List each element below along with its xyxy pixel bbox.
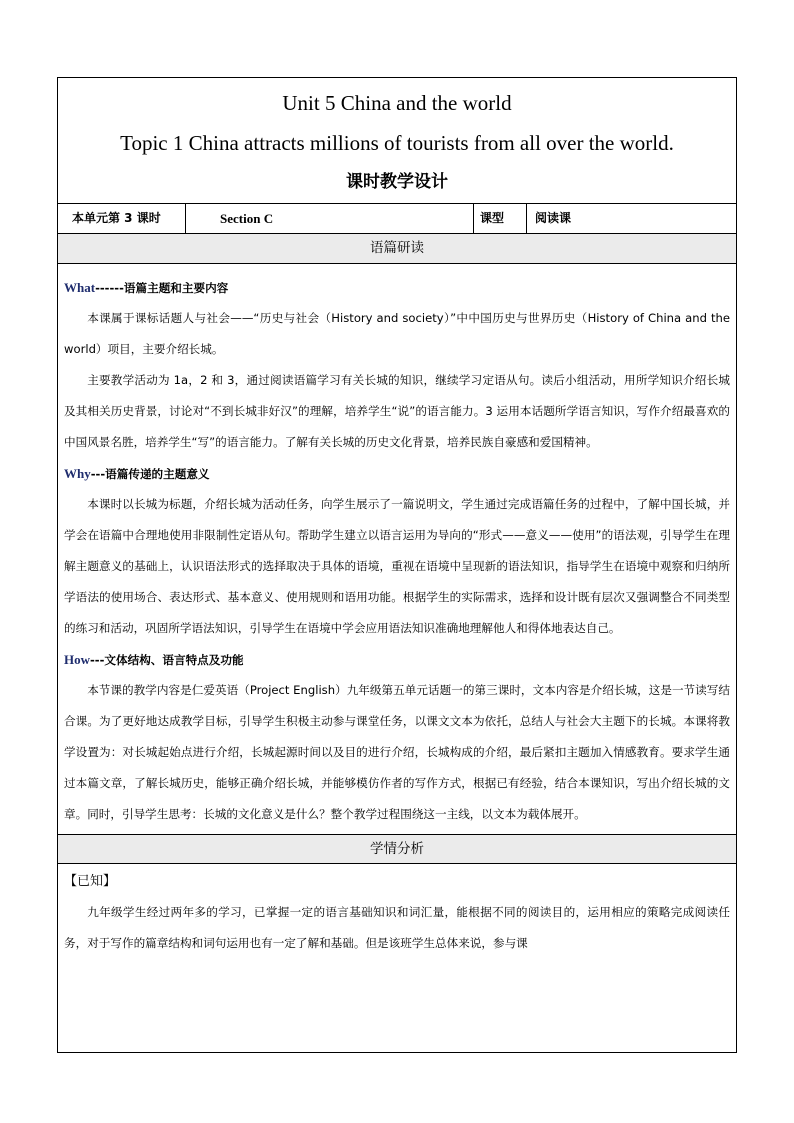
lesson-type-value: 阅读课 (535, 211, 572, 225)
how-label-rest: ---文体结构、语言特点及功能 (90, 653, 244, 667)
what-label: What (64, 280, 96, 295)
design-title: 课时教学设计 (346, 172, 448, 192)
lesson-plan-table (57, 77, 737, 1053)
topic-title: Topic 1 China attracts millions of tourists from all over the world. (120, 131, 674, 155)
why-paragraph-1: 本课时以长城为标题，介绍长城为活动任务，向学生展示了一篇说明文，学生通过完成语篇任务的过程中，了解中国长城，并学会在语篇中合理地使用非限制性定语从句。帮助学生建立以语言运用为导向的“形式——意义——使用”的语法观，引导学生在理解主题意义的基础上，认识语法形式的选择取决于具体的语境，重视在语境中呈现新的语法知识，指导学生在语境中观察和归纳所学语法的使用场合、表达形式、基本意义、使用规则和语用功能。根据学生的实际需求，选择和设计既有层次又强调整合不同类型的练习和活动，巩固所学语法知识，引导学生在语境中学会应用语法知识准确地理解他人和得体地表达自己。 (64, 497, 730, 635)
what-paragraph-1: 本课属于课标话题人与社会——“历史与社会（History and society）”中中国历史与世界历史（History of China and the world）项目，主要介绍长城。 (64, 311, 730, 356)
what-label-rest: ------语篇主题和主要内容 (95, 281, 229, 295)
known-label: 【已知】 (64, 874, 117, 889)
what-subheading (64, 272, 730, 303)
how-subheading (64, 644, 730, 675)
lesson-info-row (58, 204, 736, 234)
learner-analysis-content (58, 864, 736, 959)
learner-analysis-heading: 学情分析 (58, 834, 736, 864)
text-study-content (58, 264, 736, 830)
why-label: Why (64, 466, 91, 481)
how-label: How (64, 652, 90, 667)
why-subheading (64, 458, 730, 489)
lesson-number-cell: 本单元第 3 课时 (58, 204, 186, 233)
what-paragraph-2: 主要教学活动为 1a，2 和 3，通过阅读语篇学习有关长城的知识，继续学习定语从句。读后小组活动，用所学知识介绍长城及其相关历史背景，讨论对“不到长城非好汉”的理解，培养学生“说”的语言能力。3 运用本话题所学语言知识，写作介绍最喜欢的中国风景名胜，培养学生“写”的语言能力。了解有关长城的历史文化背景，培养民族自豪感和爱国精神。 (64, 373, 730, 449)
known-paragraph-1: 九年级学生经过两年多的学习，已掌握一定的语言基础知识和词汇量，能根据不同的阅读目的，运用相应的策略完成阅读任务，对于写作的篇章结构和词句运用也有一定了解和基础。但是该班学生总体来说，参与课 (64, 905, 730, 950)
how-paragraph-1: 本节课的教学内容是仁爱英语（Project English）九年级第五单元话题一的第三课时，文本内容是介绍长城，这是一节读写结合课。为了更好地达成教学目标，引导学生积极主动参与课堂任务，以课文文本为依托，总结人与社会大主题下的长城。本课将教学设置为：对长城起始点进行介绍，长城起源时间以及目的进行介绍，长城构成的介绍，最后紧扣主题加入情感教育。要求学生通过本篇文章，了解长城历史，能够正确介绍长城，并能够模仿作者的写作方式，根据已有经验，结合本课知识，写出介绍长城的文章。同时，引导学生思考：长城的文化意义是什么？整个教学过程围绕这一主线，以文本为载体展开。 (64, 683, 730, 821)
title-block (58, 78, 736, 204)
why-label-rest: ---语篇传递的主题意义 (90, 467, 210, 481)
lesson-type-label: 课型 (474, 204, 527, 233)
unit-title: Unit 5 China and the world (282, 91, 512, 115)
text-study-heading: 语篇研读 (58, 234, 736, 264)
section-cell: Section C (186, 204, 474, 233)
